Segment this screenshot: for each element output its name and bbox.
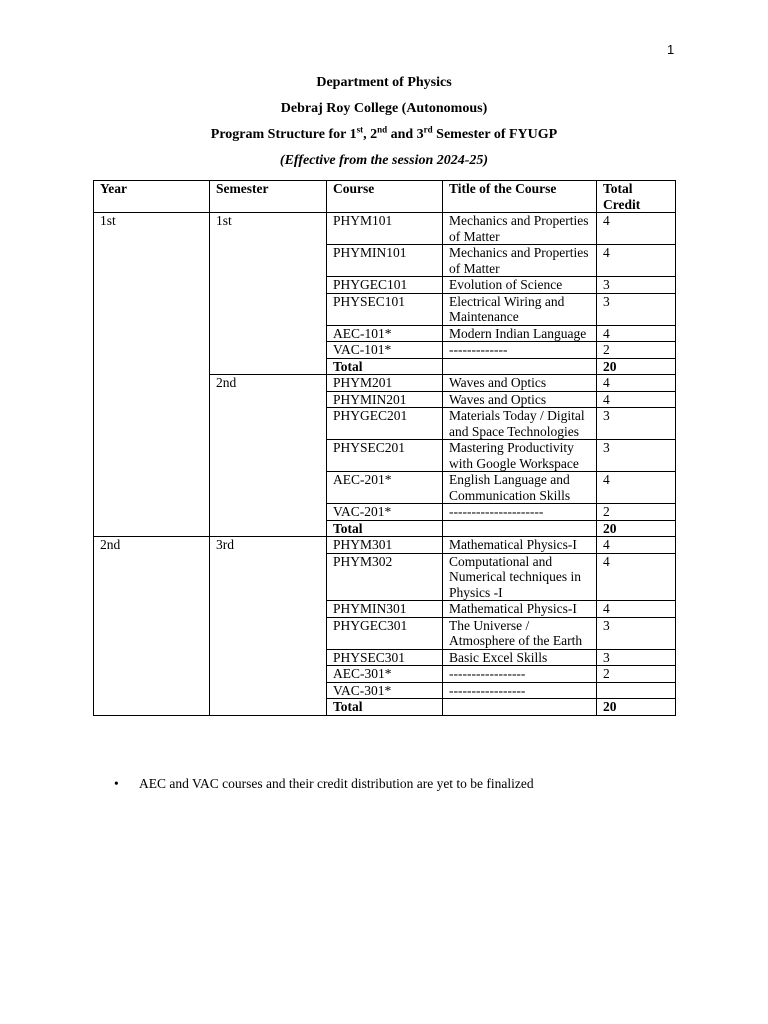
course-title-cell: Basic Excel Skills (443, 649, 597, 666)
year-cell: 2nd (94, 537, 210, 716)
course-title-cell (443, 699, 597, 716)
course-title-cell: ----------------- (443, 682, 597, 699)
course-code-cell: PHYMIN201 (327, 391, 443, 408)
credit-cell: 4 (597, 472, 676, 504)
course-title-cell: Computational and Numerical techniques in Physics -I (443, 553, 597, 601)
course-title-cell (443, 358, 597, 375)
department-heading: Department of Physics (316, 75, 452, 90)
credit-cell: 4 (597, 213, 676, 245)
course-code-cell: AEC-301* (327, 666, 443, 683)
course-code-cell: PHYM302 (327, 553, 443, 601)
credit-cell: 20 (597, 699, 676, 716)
course-title-cell: The Universe / Atmosphere of the Earth (443, 617, 597, 649)
course-code-cell: PHYMIN101 (327, 245, 443, 277)
course-title-cell: Mechanics and Properties of Matter (443, 213, 597, 245)
year-cell: 1st (94, 213, 210, 537)
table-body (94, 213, 676, 716)
semester-cell: 3rd (210, 537, 327, 716)
course-code-cell: PHYGEC201 (327, 408, 443, 440)
course-title-cell: Mathematical Physics-I (443, 601, 597, 618)
course-title-cell: ------------- (443, 342, 597, 359)
course-title-cell: English Language and Communication Skills (443, 472, 597, 504)
course-title-cell: Evolution of Science (443, 277, 597, 294)
credit-cell: 3 (597, 277, 676, 294)
credit-cell: 3 (597, 440, 676, 472)
course-code-cell: PHYGEC301 (327, 617, 443, 649)
course-code-cell: VAC-101* (327, 342, 443, 359)
course-title-cell: Materials Today / Digital and Space Technologies (443, 408, 597, 440)
credit-cell: 20 (597, 358, 676, 375)
header-year: Year (94, 181, 210, 213)
credit-cell: 20 (597, 520, 676, 537)
course-title-cell: Electrical Wiring and Maintenance (443, 293, 597, 325)
course-code-cell: Total (327, 358, 443, 375)
table-row (94, 537, 676, 554)
course-code-cell: VAC-301* (327, 682, 443, 699)
course-code-cell: PHYSEC301 (327, 649, 443, 666)
credit-cell: 4 (597, 601, 676, 618)
course-title-cell: Mastering Productivity with Google Workspace (443, 440, 597, 472)
course-code-cell: PHYM101 (327, 213, 443, 245)
credit-cell: 4 (597, 537, 676, 554)
course-title-cell: --------------------- (443, 504, 597, 521)
course-code-cell: Total (327, 520, 443, 537)
course-code-cell: VAC-201* (327, 504, 443, 521)
course-title-cell: ----------------- (443, 666, 597, 683)
header-semester: Semester (210, 181, 327, 213)
course-code-cell: AEC-201* (327, 472, 443, 504)
credit-cell: 3 (597, 293, 676, 325)
footnote-text: AEC and VAC courses and their credit distribution are yet to be finalized (139, 776, 534, 791)
footnote (114, 776, 534, 792)
program-heading: Program Structure for 1st, 2nd and 3rd Semester of FYUGP (210, 124, 558, 142)
table-row (94, 213, 676, 245)
credit-cell: 2 (597, 504, 676, 521)
header-course: Course (327, 181, 443, 213)
semester-cell: 2nd (210, 375, 327, 537)
credit-cell: 4 (597, 553, 676, 601)
credit-cell: 3 (597, 408, 676, 440)
credit-cell: 2 (597, 342, 676, 359)
course-code-cell: PHYMIN301 (327, 601, 443, 618)
credit-cell: 3 (597, 649, 676, 666)
course-title-cell: Mathematical Physics-I (443, 537, 597, 554)
course-title-cell (443, 520, 597, 537)
program-structure-table (93, 180, 676, 716)
header-title: Title of the Course (443, 181, 597, 213)
page-number: 1 (667, 42, 675, 57)
course-code-cell: PHYGEC101 (327, 277, 443, 294)
course-code-cell: PHYM301 (327, 537, 443, 554)
credit-cell: 4 (597, 375, 676, 392)
course-code-cell: PHYSEC201 (327, 440, 443, 472)
semester-cell: 1st (210, 213, 327, 375)
credit-cell: 4 (597, 325, 676, 342)
course-code-cell: PHYSEC101 (327, 293, 443, 325)
course-title-cell: Modern Indian Language (443, 325, 597, 342)
credit-cell: 4 (597, 245, 676, 277)
header-total-credit: Total Credit (597, 181, 676, 213)
course-title-cell: Waves and Optics (443, 375, 597, 392)
credit-cell: 3 (597, 617, 676, 649)
course-code-cell: Total (327, 699, 443, 716)
credit-cell: 2 (597, 666, 676, 683)
effective-session: (Effective from the session 2024-25) (279, 153, 489, 168)
course-title-cell: Waves and Optics (443, 391, 597, 408)
table-header-row (94, 181, 676, 213)
bullet-icon: • (114, 776, 119, 791)
course-title-cell: Mechanics and Properties of Matter (443, 245, 597, 277)
credit-cell: 4 (597, 391, 676, 408)
course-code-cell: AEC-101* (327, 325, 443, 342)
college-heading: Debraj Roy College (Autonomous) (280, 101, 488, 116)
credit-cell (597, 682, 676, 699)
course-code-cell: PHYM201 (327, 375, 443, 392)
